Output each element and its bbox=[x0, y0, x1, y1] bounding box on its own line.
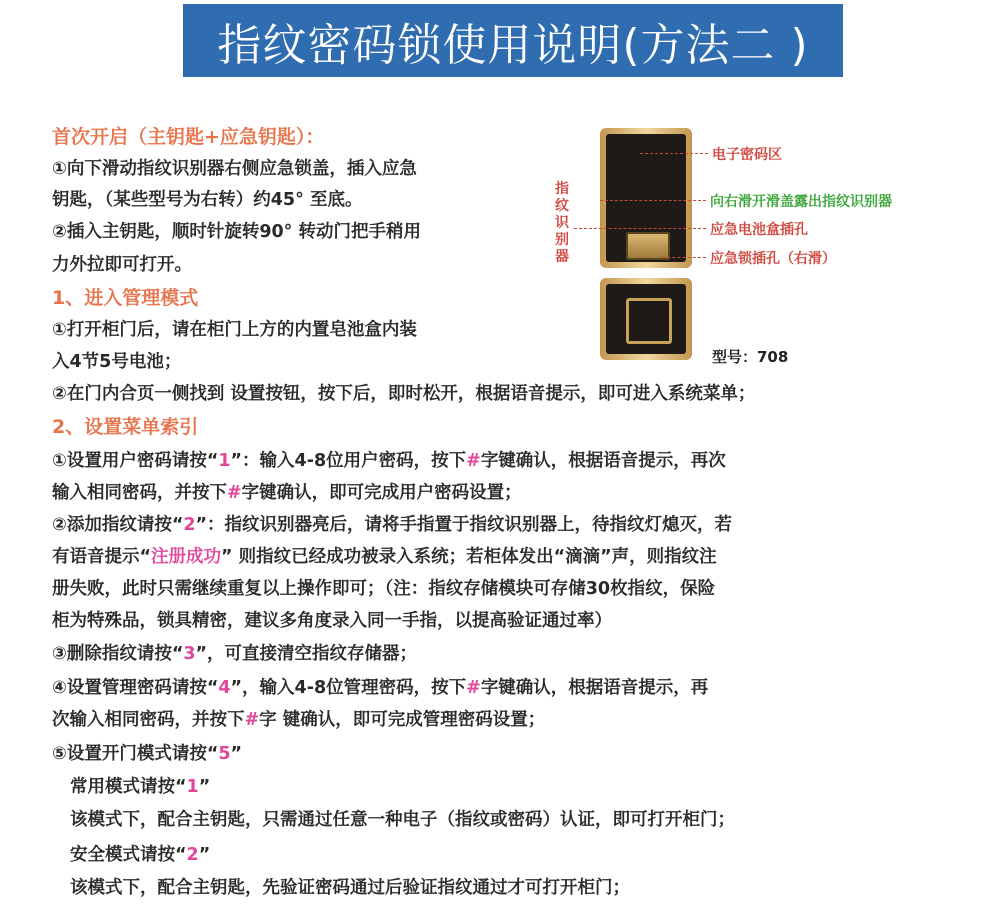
model-number: 型号：708 bbox=[712, 348, 789, 366]
callout-emergency-lock: 应急锁插孔（右滑） bbox=[710, 251, 836, 267]
menu-item-1-cont: 输入相同密码，并按下#字键确认，即可完成用户密码设置； bbox=[52, 483, 522, 503]
lock-handle-panel bbox=[600, 278, 692, 360]
menu-item-2-cont: 柜为特殊品，锁具精密，建议多角度录入同一手指，以提高验证通过率） bbox=[52, 611, 612, 631]
fingerprint-reader-label: 指纹识别器 bbox=[555, 181, 569, 265]
first-open-line: ①向下滑动指纹识别器右侧应急锁盖，插入应急 bbox=[52, 159, 417, 179]
menu-item-4-cont: 次输入相同密码，并按下#字 键确认，即可完成管理密码设置； bbox=[52, 710, 546, 730]
leader-line bbox=[662, 257, 706, 258]
section1-line: 入4节5号电池； bbox=[52, 352, 182, 372]
section1-heading: 1、进入管理模式 bbox=[52, 287, 199, 309]
menu-item-2-cont: 册失败，此时只需继续重复以上操作即可；（注：指纹存储模块可存储30枚指纹，保险 bbox=[52, 579, 716, 599]
menu-item-2-cont: 有语音提示“注册成功” 则指纹已经成功被录入系统；若柜体发出“滴滴”声，则指纹注 bbox=[52, 547, 717, 567]
first-open-line: ②插入主钥匙，顺时针旋转90° 转动门把手稍用 bbox=[52, 222, 422, 242]
normal-mode: 常用模式请按“1” bbox=[70, 777, 211, 797]
menu-item-1: ①设置用户密码请按“1”：输入4-8位用户密码，按下#字键确认，根据语音提示，再次 bbox=[52, 451, 726, 471]
menu-item-4: ④设置管理密码请按“4”，输入4-8位管理密码，按下#字键确认，根据语音提示，再 bbox=[52, 678, 709, 698]
first-open-line: 力外拉即可打开。 bbox=[52, 255, 192, 275]
menu-item-3: ③删除指纹请按“3”，可直接清空指纹存储器； bbox=[52, 644, 418, 664]
section2-heading: 2、设置菜单索引 bbox=[52, 416, 199, 438]
callout-battery: 应急电池盒插孔 bbox=[710, 222, 808, 238]
page-title: 指纹密码锁使用说明(方法二 ) bbox=[183, 4, 843, 77]
callout-keypad: 电子密码区 bbox=[712, 147, 782, 163]
leader-line bbox=[574, 228, 706, 229]
safe-mode-desc: 该模式下，配合主钥匙，先验证密码通过后验证指纹通过才可打开柜门； bbox=[70, 878, 630, 898]
section1-line: ①打开柜门后，请在柜门上方的内置皂池盒内装 bbox=[52, 320, 417, 340]
first-open-line: 钥匙，（某些型号为右转）约45° 至底。 bbox=[52, 190, 363, 210]
first-open-heading: 首次开启（主钥匙+应急钥匙）： bbox=[52, 126, 325, 148]
menu-item-5: ⑤设置开门模式请按“5” bbox=[52, 744, 243, 764]
lock-diagram bbox=[600, 128, 692, 360]
section1-line: ②在门内合页一侧找到 设置按钮，按下后，即时松开，根据语音提示，即可进入系统菜单； bbox=[52, 384, 756, 404]
normal-mode-desc: 该模式下，配合主钥匙，只需通过任意一种电子（指纹或密码）认证，即可打开柜门； bbox=[70, 810, 735, 830]
menu-item-2: ②添加指纹请按“2”：指纹识别器亮后，请将手指置于指纹识别器上，待指纹灯熄灭，若 bbox=[52, 515, 733, 535]
leader-line bbox=[640, 153, 708, 154]
emergency-slot bbox=[626, 232, 670, 260]
callout-slide: 向右滑开滑盖露出指纹识别器 bbox=[710, 194, 892, 210]
leader-line bbox=[600, 200, 706, 201]
safe-mode: 安全模式请按“2” bbox=[70, 845, 211, 865]
